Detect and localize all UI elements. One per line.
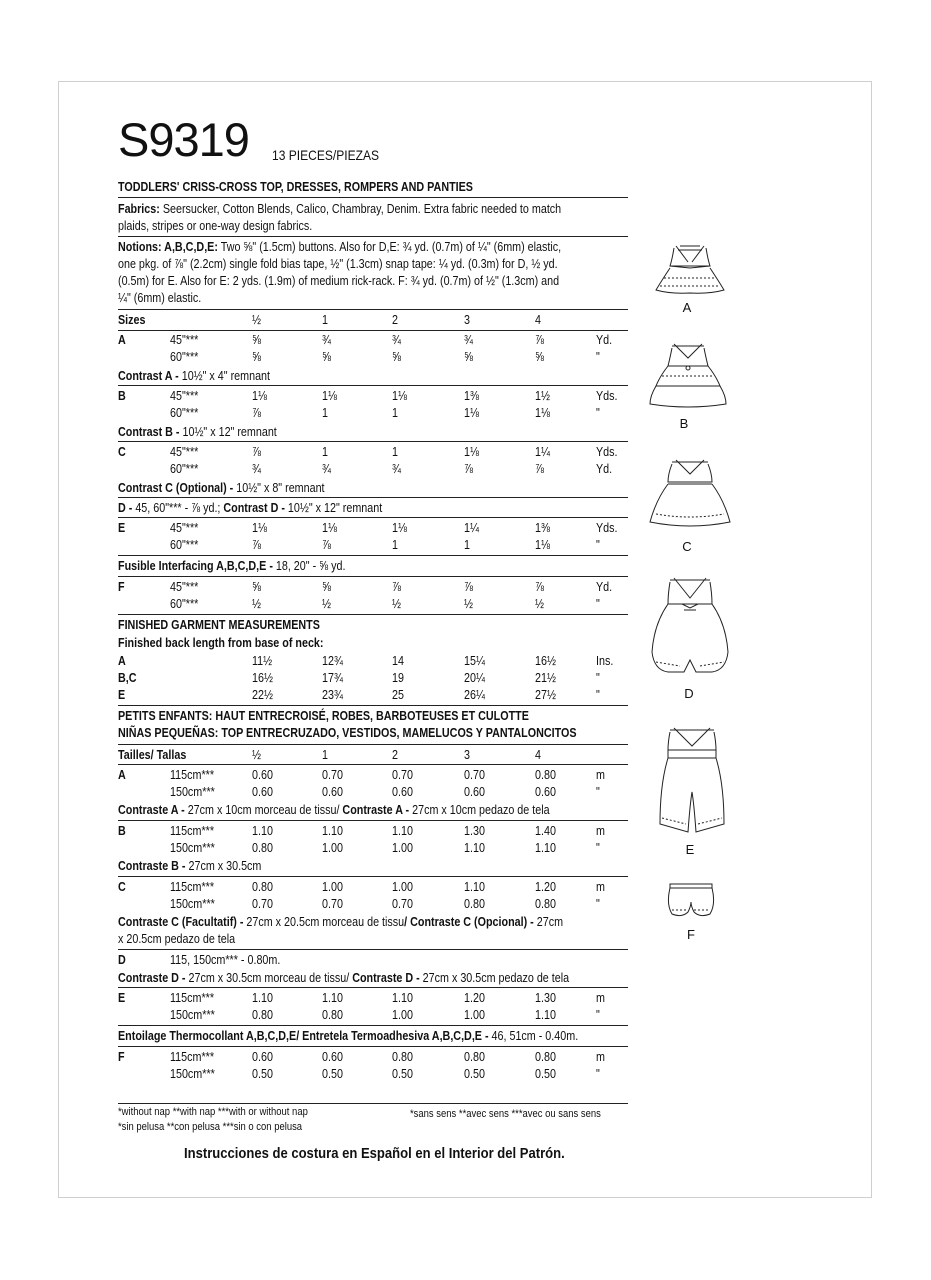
chart-cell: 150cm*** [170, 1008, 215, 1022]
chart-cell: 1⅜ [535, 521, 550, 535]
view-e-romper-illustration [652, 724, 732, 842]
chart-cell: 0.80 [535, 1050, 556, 1064]
footnote-french: *sans sens **avec sens ***avec ou sans sens [410, 1108, 601, 1120]
chart-text-line: Contraste D - 27cm x 30.5cm morceau de tissu/ Contraste D - 27cm x 30.5cm pedazo de tela [118, 971, 570, 985]
chart-cell: 26¼ [464, 688, 485, 702]
chart-cell: 1 [322, 445, 328, 459]
chart-cell: Tailles/ Tallas [118, 748, 187, 762]
chart-cell: 115cm*** [170, 880, 215, 894]
footnote-spanish: *sin pelusa **con pelusa ***sin o con pelusa [118, 1121, 303, 1133]
chart-cell: A [118, 654, 126, 668]
chart-cell: " [596, 671, 600, 685]
chart-cell: 1.20 [464, 991, 485, 1005]
chart-cell: C [118, 445, 126, 459]
chart-cell: Yd. [596, 462, 613, 476]
view-d-romper-illustration [648, 574, 732, 686]
chart-cell: ⅞ [392, 580, 401, 594]
chart-cell: 0.80 [322, 1008, 343, 1022]
chart-cell: B [118, 824, 126, 838]
piece-count: 13 PIECES/PIEZAS [272, 147, 380, 163]
chart-cell: ⅞ [252, 406, 261, 420]
chart-cell: 115, 150cm*** - 0.80m. [170, 953, 281, 967]
chart-cell: 12¾ [322, 654, 343, 668]
chart-cell: 1.30 [535, 991, 556, 1005]
chart-text-line: PETITS ENFANTS: HAUT ENTRECROISÉ, ROBES, BARBOTEUSES ET CULOTTE [118, 709, 529, 723]
chart-cell: 4 [535, 313, 541, 327]
chart-cell: 15¼ [464, 654, 485, 668]
chart-cell: " [596, 1008, 600, 1022]
view-b-dress-illustration [648, 340, 728, 418]
chart-cell: 0.70 [252, 897, 273, 911]
chart-cell: 1¼ [535, 445, 550, 459]
chart-cell: 1.10 [464, 880, 485, 894]
chart-cell: ½ [464, 597, 473, 611]
chart-cell: B,C [118, 671, 137, 685]
chart-cell: 11½ [252, 654, 273, 668]
chart-cell: 3 [464, 748, 470, 762]
chart-cell: ½ [392, 597, 401, 611]
pattern-number: S9319 [118, 113, 249, 166]
chart-cell: ⅝ [464, 350, 473, 364]
chart-cell: 25 [392, 688, 404, 702]
chart-cell: 1 [392, 406, 398, 420]
chart-cell: 45"*** [170, 445, 199, 459]
chart-cell: Yds. [596, 445, 618, 459]
chart-cell: 1.10 [464, 841, 485, 855]
chart-text-line: FINISHED GARMENT MEASUREMENTS [118, 618, 320, 632]
chart-cell: 0.70 [464, 768, 485, 782]
chart-cell: 115cm*** [170, 824, 215, 838]
chart-cell: 0.60 [464, 785, 485, 799]
chart-cell: 60"*** [170, 406, 199, 420]
chart-cell: D [118, 953, 126, 967]
chart-cell: " [596, 897, 600, 911]
chart-cell: 1.10 [392, 824, 413, 838]
chart-cell: 150cm*** [170, 897, 215, 911]
chart-cell: 1⅛ [535, 406, 550, 420]
chart-cell: m [596, 768, 605, 782]
chart-cell: Sizes [118, 313, 146, 327]
chart-cell: 14 [392, 654, 404, 668]
chart-cell: ½ [252, 597, 261, 611]
chart-cell: 0.60 [535, 785, 556, 799]
chart-cell: ⅝ [252, 580, 261, 594]
chart-cell: 60"*** [170, 350, 199, 364]
view-e-label: E [685, 842, 695, 857]
chart-cell: 0.50 [464, 1067, 485, 1081]
chart-cell: ¾ [322, 333, 331, 347]
chart-cell: 45"*** [170, 521, 199, 535]
chart-cell: 22½ [252, 688, 273, 702]
chart-cell: ⅞ [252, 445, 261, 459]
chart-cell: 0.80 [464, 1050, 485, 1064]
chart-cell: E [118, 991, 126, 1005]
chart-cell: 2 [392, 748, 398, 762]
chart-cell: C [118, 880, 126, 894]
chart-cell: " [596, 1067, 600, 1081]
chart-cell: 115cm*** [170, 768, 215, 782]
chart-cell: 1⅛ [252, 389, 267, 403]
chart-cell: 1⅛ [322, 521, 337, 535]
chart-cell: A [118, 333, 126, 347]
chart-cell: 1½ [535, 389, 550, 403]
chart-text-line: Contrast A - 10½" x 4" remnant [118, 369, 271, 383]
chart-cell: ½ [252, 748, 261, 762]
chart-cell: 1.30 [464, 824, 485, 838]
chart-cell: ⅞ [464, 580, 473, 594]
chart-cell: 1⅛ [252, 521, 267, 535]
chart-cell: 20¼ [464, 671, 485, 685]
view-f-panties-illustration [666, 880, 716, 922]
chart-cell: 1.00 [392, 841, 413, 855]
chart-text-line: x 20.5cm pedazo de tela [118, 932, 236, 946]
chart-cell: 19 [392, 671, 404, 685]
fabrics-line-2: plaids, stripes or one-way design fabrics. [118, 219, 313, 233]
chart-text-line: Entoilage Thermocollant A,B,C,D,E/ Entretela Termoadhesiva A,B,C,D,E - 46, 51cm - 0.40m. [118, 1029, 579, 1043]
fabrics-line-1: Fabrics: Seersucker, Cotton Blends, Calico, Chambray, Denim. Extra fabric needed to match [118, 202, 562, 216]
chart-cell: 1⅛ [392, 389, 407, 403]
chart-cell: 60"*** [170, 462, 199, 476]
chart-cell: ⅝ [392, 350, 401, 364]
chart-cell: ½ [252, 313, 261, 327]
chart-cell: 1.10 [535, 1008, 556, 1022]
chart-cell: 1.10 [322, 991, 343, 1005]
chart-cell: " [596, 406, 600, 420]
chart-cell: 0.70 [392, 768, 413, 782]
chart-cell: 16½ [535, 654, 556, 668]
chart-cell: Yds. [596, 389, 618, 403]
chart-cell: " [596, 785, 600, 799]
chart-cell: 0.60 [322, 1050, 343, 1064]
pattern-title: TODDLERS' CRISS-CROSS TOP, DRESSES, ROMPERS AND PANTIES [118, 180, 473, 194]
chart-cell: 1.10 [252, 991, 273, 1005]
chart-cell: ⅝ [322, 580, 331, 594]
view-d-label: D [684, 686, 694, 701]
chart-cell: ⅝ [252, 333, 261, 347]
chart-cell: 0.50 [535, 1067, 556, 1081]
chart-cell: 23¾ [322, 688, 343, 702]
chart-cell: 1.00 [322, 880, 343, 894]
chart-cell: 45"*** [170, 580, 199, 594]
chart-cell: ⅞ [535, 462, 544, 476]
chart-cell: " [596, 350, 600, 364]
footnote-english: *without nap **with nap ***with or without nap [118, 1106, 308, 1118]
view-f-label: F [687, 927, 695, 942]
notions-line-3: (0.5m) for E. Also for E: 2 yds. (1.9m) of medium rick-rack. F: ¾ yd. (0.7m) of ½" (1.3cm) and [118, 274, 560, 288]
chart-cell: 1⅛ [464, 406, 479, 420]
chart-cell: ½ [535, 597, 544, 611]
chart-text-line: Contrast B - 10½" x 12" remnant [118, 425, 277, 439]
chart-cell: 1.10 [392, 991, 413, 1005]
chart-cell: Yds. [596, 521, 618, 535]
chart-cell: Yd. [596, 580, 613, 594]
chart-cell: 1.20 [535, 880, 556, 894]
chart-cell: 16½ [252, 671, 273, 685]
chart-cell: " [596, 688, 600, 702]
chart-text-line: Contraste A - 27cm x 10cm morceau de tissu/ Contraste A - 27cm x 10cm pedazo de tela [118, 803, 550, 817]
view-c-dress-illustration [648, 456, 732, 534]
chart-cell: 3 [464, 313, 470, 327]
chart-cell: 0.80 [535, 897, 556, 911]
chart-cell: 17¾ [322, 671, 343, 685]
chart-cell: ¾ [252, 462, 261, 476]
chart-cell: 1.10 [252, 824, 273, 838]
chart-cell: 150cm*** [170, 841, 215, 855]
chart-cell: 1 [322, 406, 328, 420]
chart-cell: 0.70 [322, 768, 343, 782]
chart-cell: E [118, 521, 126, 535]
chart-cell: 0.50 [252, 1067, 273, 1081]
chart-cell: 45"*** [170, 389, 199, 403]
chart-cell: ¾ [464, 333, 473, 347]
chart-cell: 60"*** [170, 538, 199, 552]
chart-cell: ⅞ [252, 538, 261, 552]
chart-cell: A [118, 768, 126, 782]
chart-cell: " [596, 841, 600, 855]
chart-cell: F [118, 580, 125, 594]
chart-cell: " [596, 597, 600, 611]
chart-cell: 1.00 [392, 880, 413, 894]
chart-cell: 1 [392, 538, 398, 552]
view-a-top-illustration [650, 238, 730, 308]
chart-cell: 0.80 [464, 897, 485, 911]
chart-cell: 1.00 [322, 841, 343, 855]
chart-cell: m [596, 880, 605, 894]
chart-cell: ½ [322, 597, 331, 611]
chart-cell: 2 [392, 313, 398, 327]
spanish-instructions-note: Instrucciones de costura en Español en el Interior del Patrón. [184, 1146, 565, 1162]
chart-cell: 27½ [535, 688, 556, 702]
chart-cell: E [118, 688, 126, 702]
chart-cell: 1 [322, 313, 328, 327]
chart-cell: ¾ [392, 333, 401, 347]
chart-cell: 1.40 [535, 824, 556, 838]
notions-line-1: Notions: A,B,C,D,E: Two ⅝" (1.5cm) buttons. Also for D,E: ¾ yd. (0.7m) of ¼" (6mm) elastic, [118, 240, 562, 254]
chart-cell: 0.60 [252, 785, 273, 799]
chart-cell: 4 [535, 748, 541, 762]
chart-cell: 115cm*** [170, 991, 215, 1005]
chart-text-line: Fusible Interfacing A,B,C,D,E - 18, 20" - ⅝ yd. [118, 559, 346, 573]
notions-line-4: ¼" (6mm) elastic. [118, 291, 202, 305]
chart-cell: 1⅛ [392, 521, 407, 535]
chart-cell: Yd. [596, 333, 613, 347]
chart-cell: 0.80 [392, 1050, 413, 1064]
chart-cell: ⅞ [535, 580, 544, 594]
chart-text-line: Finished back length from base of neck: [118, 636, 324, 650]
chart-cell: 0.60 [252, 1050, 273, 1064]
chart-cell: 1¼ [464, 521, 479, 535]
chart-cell: m [596, 824, 605, 838]
chart-cell: 45"*** [170, 333, 199, 347]
chart-cell: 1 [322, 748, 328, 762]
chart-cell: m [596, 991, 605, 1005]
view-b-label: B [679, 416, 689, 431]
chart-cell: 1⅜ [464, 389, 479, 403]
chart-cell: 1.00 [392, 1008, 413, 1022]
chart-cell: 1⅛ [464, 445, 479, 459]
chart-cell: ¾ [322, 462, 331, 476]
chart-cell: ⅝ [535, 350, 544, 364]
chart-cell: 1.10 [535, 841, 556, 855]
chart-cell: 0.60 [252, 768, 273, 782]
notions-line-2: one pkg. of ⅞" (2.2cm) single fold bias tape, ½" (1.3cm) snap tape: ¼ yd. (0.3m) for D, ½ yd. [118, 257, 558, 271]
chart-cell: 60"*** [170, 597, 199, 611]
chart-cell: 0.70 [322, 897, 343, 911]
chart-text-line: D - 45, 60"*** - ⅞ yd.; Contrast D - 10½" x 12" remnant [118, 501, 383, 515]
chart-cell: Ins. [596, 654, 614, 668]
chart-cell: 150cm*** [170, 1067, 215, 1081]
chart-text-line: Contrast C (Optional) - 10½" x 8" remnant [118, 481, 325, 495]
chart-cell: 0.80 [252, 1008, 273, 1022]
chart-cell: 1 [392, 445, 398, 459]
chart-text-line: Contraste B - 27cm x 30.5cm [118, 859, 262, 873]
chart-cell: " [596, 538, 600, 552]
chart-cell: ⅝ [252, 350, 261, 364]
chart-cell: 0.60 [392, 785, 413, 799]
chart-cell: 1.10 [322, 824, 343, 838]
chart-cell: 1 [464, 538, 470, 552]
chart-cell: m [596, 1050, 605, 1064]
chart-cell: 0.50 [392, 1067, 413, 1081]
chart-cell: 0.80 [252, 880, 273, 894]
chart-cell: 1⅛ [322, 389, 337, 403]
chart-cell: ⅝ [322, 350, 331, 364]
chart-cell: 0.80 [535, 768, 556, 782]
chart-cell: 1.00 [464, 1008, 485, 1022]
chart-cell: B [118, 389, 126, 403]
chart-cell: 0.70 [392, 897, 413, 911]
chart-cell: 150cm*** [170, 785, 215, 799]
chart-cell: ¾ [392, 462, 401, 476]
chart-text-line: NIÑAS PEQUEÑAS: TOP ENTRECRUZADO, VESTIDOS, MAMELUCOS Y PANTALONCITOS [118, 726, 577, 740]
chart-cell: 115cm*** [170, 1050, 215, 1064]
chart-cell: 1⅛ [535, 538, 550, 552]
chart-cell: ⅞ [322, 538, 331, 552]
chart-cell: 21½ [535, 671, 556, 685]
chart-cell: ⅞ [535, 333, 544, 347]
chart-cell: ⅞ [464, 462, 473, 476]
view-c-label: C [682, 539, 692, 554]
chart-cell: 0.60 [322, 785, 343, 799]
chart-cell: F [118, 1050, 125, 1064]
view-a-label: A [682, 300, 692, 315]
chart-cell: 0.80 [252, 841, 273, 855]
chart-text-line: Contraste C (Facultatif) - 27cm x 20.5cm morceau de tissu/ Contraste C (Opcional) - 27cm [118, 915, 564, 929]
chart-cell: 0.50 [322, 1067, 343, 1081]
